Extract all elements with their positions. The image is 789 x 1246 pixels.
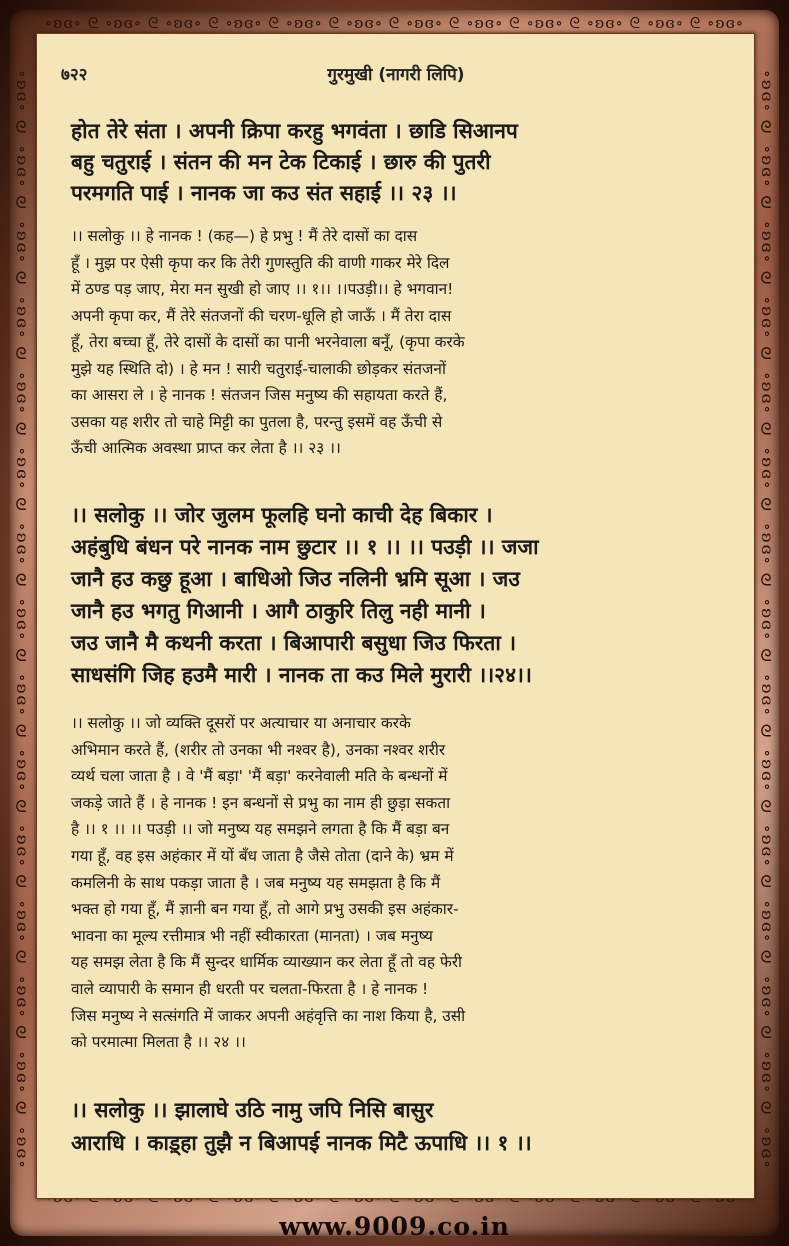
translation-line: अपनी कृपा कर, मैं तेरे संतजनों की चरण-धूलि हो जाऊँ । मैं तेरा दास [71,306,452,325]
translation-line: गया हूँ, वह इस अहंकार में यों बँध जाता है जैसे तोता (दाने के) भ्रम में [71,846,454,865]
translation-line: ।। सलोकु ।। जो व्यक्ति दूसरों पर अत्याचार या अनाचार करके [71,714,411,732]
verse-line: होत तेरे संता । अपनी क्रिपा करहु भगवंता । छाडि सिआनप [71,119,518,143]
verse-line: अहंबुधि बंधन परे नानक नाम छुटार ।। १ ।। ।। पउड़ी ।। जजा [71,535,539,559]
book-page [36,33,755,1199]
top-ornament-border: ∘ʚɞ∘ ᘓ ∘ʚɞ∘ ᘓ ∘ʚɞ∘ ᘓ ∘ʚɞ∘ ᘓ ∘ʚɞ∘ ᘓ ∘ʚɞ∘ ᘓ ∘ʚɞ∘ ᘓ ∘ʚɞ∘ ᘓ ∘ʚɞ∘ ᘓ ∘ʚɞ∘ ᘓ ∘ʚɞ∘ ᘓ ∘ʚɞ∘ [44,14,745,32]
translation-24 [71,710,725,1056]
translation-line: हूँ । मुझ पर ऐसी कृपा कर कि तेरी गुणस्तुति की वाणी गाकर मेरे दिल [71,253,450,272]
translation-line: उसका यह शरीर तो चाहे मिट्टी का पुतला है, परन्तु इसमें वह ऊँची से [71,412,443,431]
verse-line: जउ जानै मै कथनी करता । बिआपारी बसुधा जिउ फिरता । [71,631,517,655]
translation-line: को परमात्मा मिलता है ।। २४ ।। [71,1033,246,1052]
translation-line: मुझे यह स्थिति दो) । हे मन ! सारी चतुराई-चालाकी छोड़कर संतजनों [71,359,446,378]
verse-line: जानै हउ कछु हूआ । बाधिओ जिउ नलिनी भ्रमि सूआ । जउ [71,567,520,591]
translation-line: अभिमान करते हैं, (शरीर तो उनका भी नश्वर है), उनका नश्वर शरीर [71,740,446,759]
page-number: ७२२ [61,65,88,85]
translation-line: कमलिनी के साथ पकड़ा जाता है । जब मनुष्य यह समझता है कि मैं [71,873,441,892]
verse-line: साधसंगि जिह हउमै मारी । नानक ता कउ मिले मुरारी ।।२४।। [71,663,532,687]
gurbani-verse-24 [71,499,725,691]
translation-line: हूँ, तेरा बच्चा हूँ, तेरे दासों के दासों का पानी भरनेवाला बनूँ, (कृपा करके [71,333,465,351]
verse-line: ।। सलोकु ।। झालाघे उठि नामु जपि निसि बासुर [71,1098,434,1122]
gurbani-verse-23 [71,116,725,209]
translation-23 [71,223,725,462]
translation-line: भक्त हो गया हूँ, मैं ज्ञानी बन गया हूँ, तो आगे प्रभु उसकी इस अहंकार- [71,900,459,919]
right-ornament-border: ∘ʚɞ∘ ᘓ ∘ʚɞ∘ ᘓ ∘ʚɞ∘ ᘓ ∘ʚɞ∘ ᘓ ∘ʚɞ∘ ᘓ ∘ʚɞ∘ ᘓ ∘ʚɞ∘ ᘓ ∘ʚɞ∘ ᘓ ∘ʚɞ∘ ᘓ ∘ʚɞ∘ ᘓ ∘ʚɞ∘ ᘓ ∘ʚɞ∘ ᘓ ∘ʚɞ∘ ᘓ ∘ʚɞ∘ ᘓ ∘ʚɞ∘ [758,69,777,1171]
verse-line: आराधि । काड़्हा तुझै न बिआपई नानक मिटै ऊपाधि ।। १ ।। [71,1131,532,1155]
translation-line: व्यर्थ चला जाता है । वे 'मैं बड़ा' 'मैं बड़ा' करनेवाली मति के बन्धनों में [71,767,448,786]
translation-line: जिस मनुष्य ने सत्संगति में जाकर अपनी अहंवृत्ति का नाश किया है, उसी [71,1006,466,1025]
verse-line: ।। सलोकु ।। जोर जुलम फूलहि घनो काची देह बिकार । [71,503,493,527]
translation-line: ।। सलोकु ।। हे नानक ! (कह—) हे प्रभु ! मैं तेरे दासों का दास [71,227,418,245]
website-url: www.9009.co.in [279,1212,510,1241]
left-ornament-border: ∘ʚɞ∘ ᘓ ∘ʚɞ∘ ᘓ ∘ʚɞ∘ ᘓ ∘ʚɞ∘ ᘓ ∘ʚɞ∘ ᘓ ∘ʚɞ∘ ᘓ ∘ʚɞ∘ ᘓ ∘ʚɞ∘ ᘓ ∘ʚɞ∘ ᘓ ∘ʚɞ∘ ᘓ ∘ʚɞ∘ ᘓ ∘ʚɞ∘ ᘓ ∘ʚɞ∘ ᘓ ∘ʚɞ∘ ᘓ ∘ʚɞ∘ [13,69,32,1171]
verse-line: बहु चतुराई । संतन की मन टेक टिकाई । छारु की पुतरी [71,150,491,174]
verse-line: जानै हउ भगतु गिआनी । आगै ठाकुरि तिलु नही मानी । [71,599,486,623]
translation-line: है ।। १ ।। ।। पउड़ी ।। जो मनुष्य यह समझने लगता है कि मैं बड़ा बन [71,820,450,839]
translation-line: भावना का मूल्य रत्तीमात्र भी नहीं स्वीकारता (मानता) । जब मनुष्य [71,926,433,945]
gurbani-salok [71,1094,725,1160]
page-title: गुरमुखी (नागरी लिपि) [327,65,465,85]
translation-line: जकड़े जाते हैं । हे नानक ! इन बन्धनों से प्रभु का नाम ही छुड़ा सकता [71,793,451,812]
translation-line: यह समझ लेता है कि मैं सुन्दर धार्मिक व्याख्यान कर लेता हूँ तो वह फेरी [71,953,463,972]
translation-line: में ठण्ड पड़ जाए, मेरा मन सुखी हो जाए ।। १।। ।।पउड़ी।। हे भगवान! [71,280,454,298]
page-header [61,62,731,90]
translation-line: ऊँची आत्मिक अवस्था प्राप्त कर लेता है ।। २३ ।। [71,439,341,457]
translation-line: का आसरा ले । हे नानक ! संतजन जिस मनुष्य की सहायता करते हैं, [71,386,448,404]
translation-line: वाले व्यापारी के समान ही धरती पर चलता-फिरता है । हे नानक ! [71,979,429,998]
verse-line: परमगति पाई । नानक जा कउ संत सहाई ।। २३ ।। [71,181,457,205]
